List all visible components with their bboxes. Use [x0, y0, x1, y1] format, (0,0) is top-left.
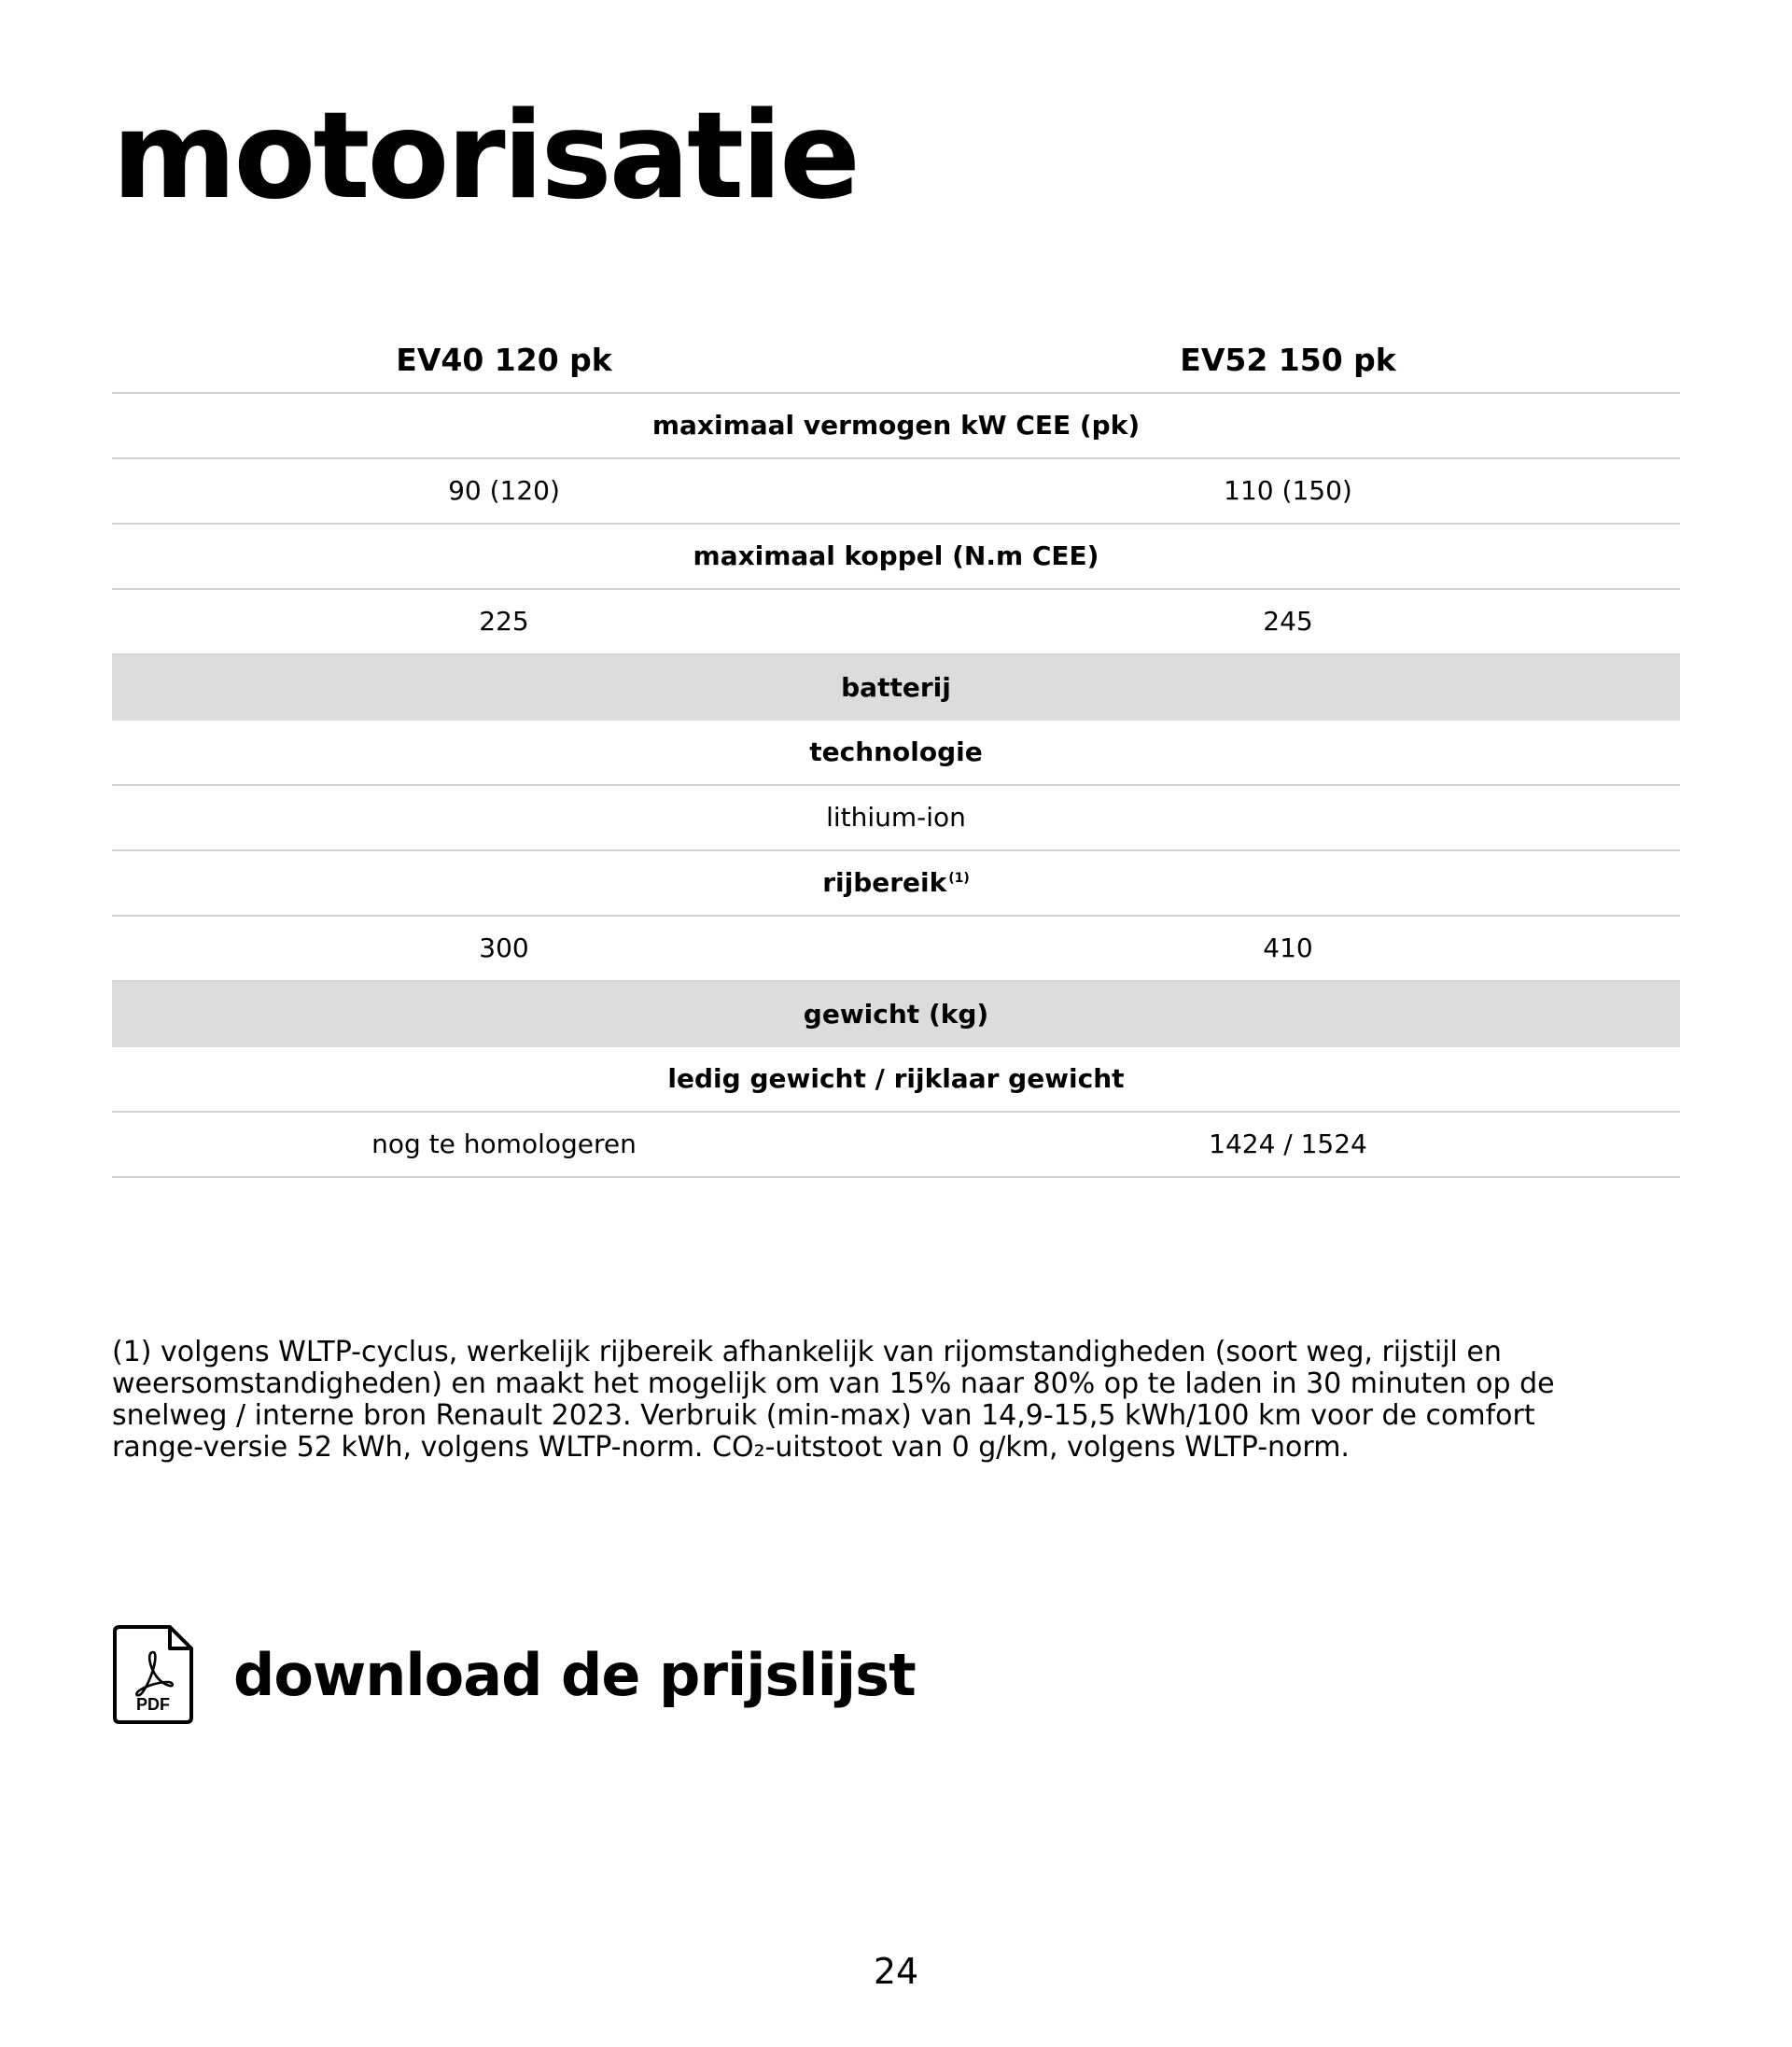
row-label-gewicht: ledig gewicht / rijklaar gewicht: [667, 1063, 1125, 1094]
table-row: [112, 1113, 1680, 1178]
table-row: [112, 525, 1680, 590]
row-label-technologie: technologie: [809, 736, 983, 767]
koppel-ev52: 245: [1263, 606, 1313, 637]
row-label-rijbereik: [112, 850, 1680, 916]
table-header-row: [112, 329, 1680, 394]
table-row: [112, 786, 1680, 851]
spec-table: [112, 329, 1680, 1178]
page-number: 24: [873, 1951, 919, 1992]
column-header-ev52: EV52 150 pk: [1180, 342, 1396, 378]
footnote-text: (1) volgens WLTP-cyclus, werkelijk rijbereik afhankelijk van rijomstandigheden (soort weg, rijstijl en weersomstandigheden) en maakt het mogelijk om van 15% naar 80% op te laden in 30 minuten op de snelweg / interne bron Renault 2023. Verbruik (min-max) van 14,9-15,5 kWh/100 km voor de comfort range-versie 52 kWh, volgens WLTP-norm. CO₂-uitstoot van 0 g/km, volgens WLTP-norm.: [112, 1336, 1555, 1464]
pdf-icon: [112, 1624, 194, 1725]
section-row-gewicht: [112, 982, 1680, 1047]
pdf-icon-label: PDF: [136, 1695, 170, 1714]
column-header-ev40: EV40 120 pk: [396, 342, 612, 378]
table-row: [112, 1047, 1680, 1113]
rijbereik-ev52: 410: [1263, 932, 1313, 963]
row-label-vermogen: maximaal vermogen kW CEE (pk): [651, 410, 1141, 441]
section-label-batterij: batterij: [841, 672, 951, 703]
technologie-value: lithium-ion: [826, 802, 966, 833]
vermogen-ev52: 110 (150): [1224, 475, 1352, 506]
page-title: motorisatie: [112, 87, 858, 226]
rijbereik-ev40: 300: [479, 932, 529, 963]
gewicht-ev52: 1424 / 1524: [1209, 1129, 1367, 1159]
gewicht-ev40: nog te homologeren: [371, 1129, 637, 1159]
rijbereik-label: rijbereik: [822, 867, 947, 898]
table-row: [112, 394, 1680, 459]
vermogen-ev40: 90 (120): [448, 475, 560, 506]
table-row: [112, 917, 1680, 982]
koppel-ev40: 225: [479, 606, 529, 637]
table-row: [112, 459, 1680, 525]
section-row-batterij: [112, 655, 1680, 721]
table-row: [112, 851, 1680, 917]
table-row: [112, 590, 1680, 655]
section-label-gewicht: gewicht (kg): [803, 999, 989, 1030]
download-pricelist-link[interactable]: [112, 1624, 916, 1725]
table-row: [112, 721, 1680, 786]
footnote-marker: (1): [948, 870, 970, 886]
row-label-koppel: maximaal koppel (N.m CEE): [693, 540, 1099, 571]
download-label: download de prijslijst: [233, 1640, 916, 1709]
